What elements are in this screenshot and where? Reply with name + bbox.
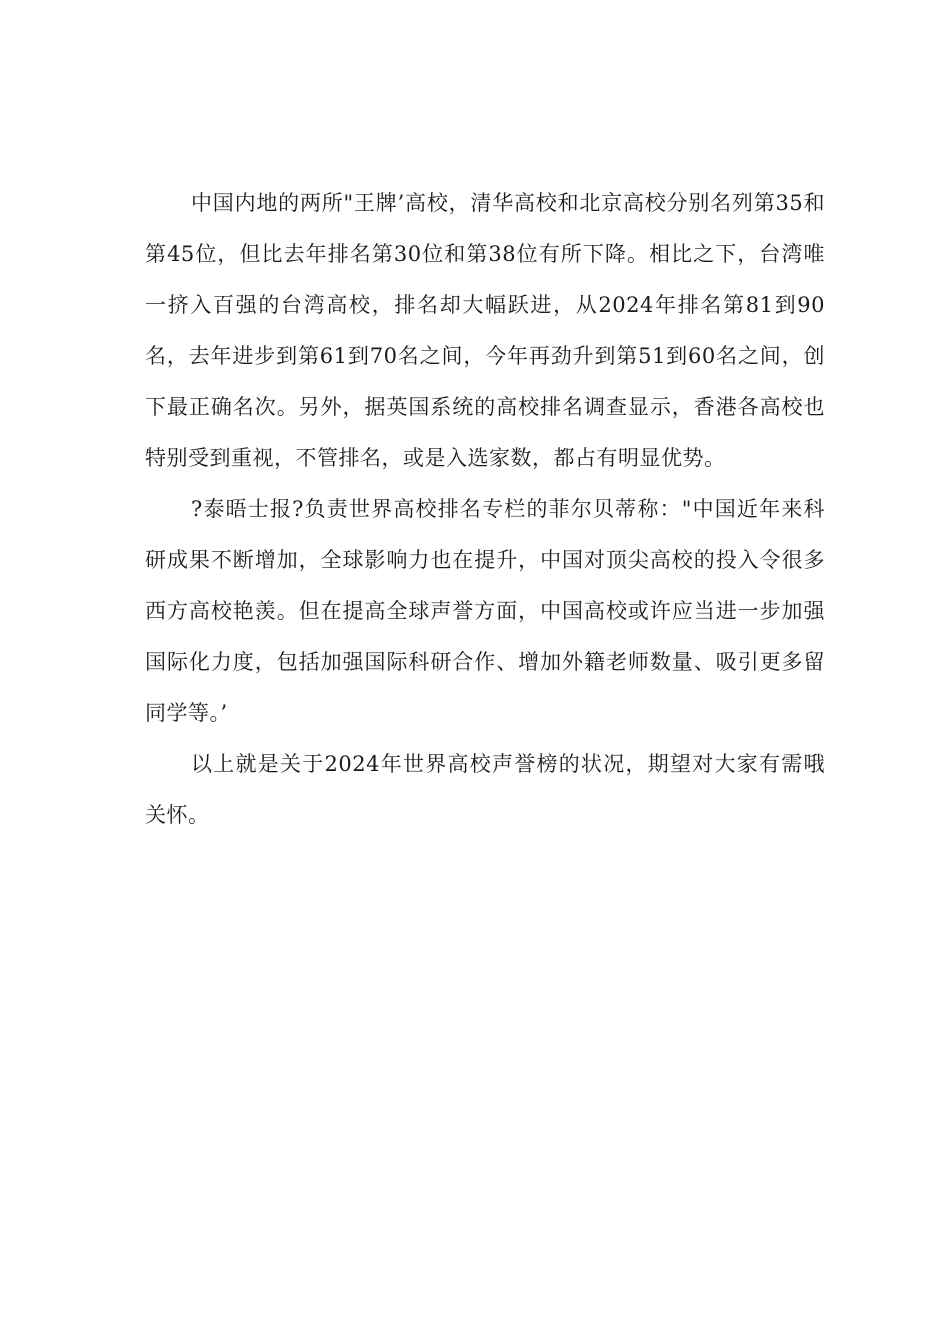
paragraph-quote: ?泰晤士报?负责世界高校排名专栏的菲尔贝蒂称："中国近年来科研成果不断增加，全球影响力也在提升，中国对顶尖高校的投入令很多西方高校艳羡。但在提高全球声誉方面，中国高校或许应当进一步加强国际化力度，包括加强国际科研合作、增加外籍老师数量、吸引更多留同学等。’ xyxy=(145,497,825,725)
paragraph-rankings: 中国内地的两所"王牌’高校，清华高校和北京高校分别名列第35和第45位，但比去年排名第30位和第38位有所下降。相比之下，台湾唯一挤入百强的台湾高校，排名却大幅跃进，从2024年排名第81到90名，去年进步到第61到70名之间，今年再劲升到第51到60名之间，创下最正确名次。另外，据英国系统的高校排名调查显示，香港各高校也特别受到重视，不管排名，或是入选家数，都占有明显优势。 xyxy=(145,191,825,470)
paragraph-conclusion: 以上就是关于2024年世界高校声誉榜的状况，期望对大家有需哦关怀。 xyxy=(145,752,825,827)
document-body xyxy=(145,178,825,841)
